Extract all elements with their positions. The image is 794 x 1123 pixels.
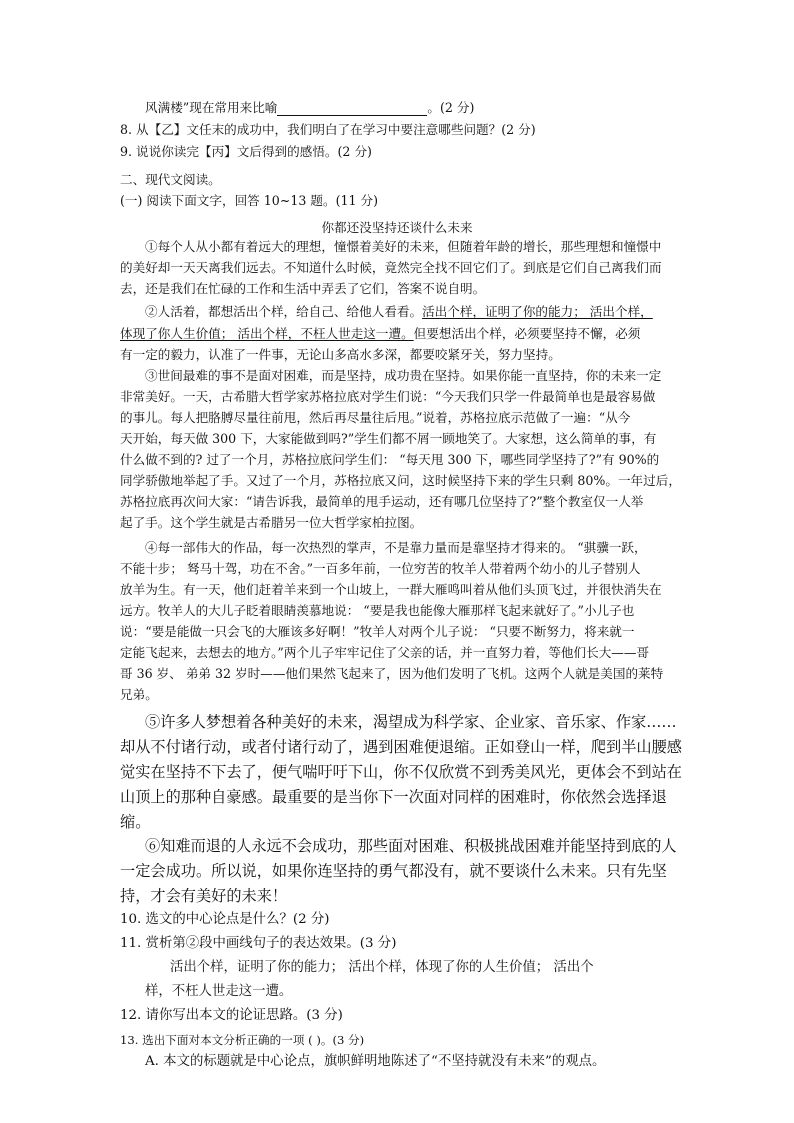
article-title: 你都还没坚持还谈什么未来 bbox=[321, 220, 473, 235]
p5-line: 缩。 bbox=[120, 813, 151, 831]
question-13-option-a[interactable]: A. 本文的标题就是中心论点，旗帜鲜明地陈述了“不坚持就没有未来”的观点。 bbox=[145, 1054, 606, 1069]
p5-line: 却从不付诸行动，或者付诸行动了，遇到困难便退缩。正如登山一样，爬到半山腰感 bbox=[120, 738, 682, 756]
p3-line: 天开始，每天做 300 下，大家能做到吗?”学生们都不屑一顾地笑了。大家想，这么简单的事，有 bbox=[120, 431, 657, 446]
p2-line-2 bbox=[120, 326, 640, 342]
p3-line: 非常美好。一天，古希腊大哲学家苏格拉底对学生们说：“今天我们只学一件最简单也是最容易做 bbox=[120, 389, 656, 404]
question-11: 11. 赏析第②段中画线句子的表达效果。(3 分) bbox=[120, 936, 397, 951]
p2-line-1 bbox=[145, 304, 653, 320]
p6-line: ⑥知难而退的人永远不会成功，那些面对困难、积极挑战困难并能坚持到底的人 bbox=[145, 837, 677, 855]
q7-tail bbox=[145, 100, 474, 116]
p4-line: 说：“要是能做一只会飞的大雁该多好啊！”牧羊人对两个儿子说： “只要不断努力，将来就一 bbox=[120, 624, 635, 639]
question-9: 9. 说说你读完【丙】文后得到的感悟。(2 分) bbox=[120, 144, 372, 159]
q7-tail-text: 风满楼”现在常用来比喻 bbox=[145, 100, 278, 115]
p4-line: 兄弟。 bbox=[120, 687, 158, 702]
p4-line: 远方。牧羊人的大儿子眨着眼睛羡慕地说： “要是我也能像大雁那样飞起来就好了。”小儿子也 bbox=[120, 603, 635, 618]
q7-tail-score: 。(2 分) bbox=[427, 100, 475, 115]
section-heading: 二、现代文阅读。 bbox=[120, 172, 221, 187]
p2-line-3: 有一定的毅力，认准了一件事，无论山多高水多深，都要咬紧牙关，努力坚持。 bbox=[120, 347, 561, 362]
p3-line: 的事儿。每人把胳膊尽量往前甩，然后再尽量往后甩。”说着，苏格拉底示范做了一遍：“从今 bbox=[120, 410, 631, 425]
section-subheading: (一) 阅读下面文字，回答 10~13 题。(11 分) bbox=[120, 193, 379, 208]
p5-line: ⑤许多人梦想着各种美好的未来，渴望成为科学家、企业家、音乐家、作家…… bbox=[145, 713, 677, 731]
p1-line: ①每个人从小都有着远大的理想，憧憬着美好的未来，但随着年龄的增长，那些理想和憧憬中 bbox=[145, 239, 662, 254]
p5-line: 觉实在坚持不下去了，便气喘吁吁下山，你不仅欣赏不到秀美风光，更体会不到站在 bbox=[120, 763, 682, 781]
question-11-quote: 样，不枉人世走这一遭。 bbox=[145, 984, 293, 999]
question-8: 8. 从【乙】文任末的成功中，我们明白了在学习中要注意哪些问题？(2 分) bbox=[120, 122, 536, 137]
p1-line: 的美好却一天天离我们远去。不知道什么时候，竟然完全找不回它们了。到底是它们自己离我们而 bbox=[120, 260, 662, 275]
underlined-sentence: 体现了你人生价值； 活出个样，不枉人世走这一遭。 bbox=[120, 326, 414, 341]
p2-text: 但要想活出个样，必须要坚持不懈，必须 bbox=[413, 326, 641, 341]
p3-line: ③世间最难的事不是面对困难，而是坚持，成功贵在坚持。如果你能一直坚持，你的未来一定 bbox=[145, 368, 662, 383]
p6-line: 一定会成功。所以说，如果你连坚持的勇气都没有，就不要谈什么未来。只有先坚 bbox=[120, 862, 667, 880]
p4-line: 哥 36 岁、 弟弟 32 岁时——他们果然飞起来了，因为他们发明了飞机。这两个人就是美国的莱特 bbox=[120, 666, 664, 681]
answer-blank[interactable] bbox=[277, 103, 427, 116]
question-12: 12. 请你写出本文的论证思路。(3 分) bbox=[120, 1008, 343, 1023]
underlined-sentence: 活出个样，证明了你的能力； 活出个样， bbox=[422, 304, 653, 319]
p4-line: 不能十步； 驽马十驾，功在不舍。”一百多年前，一位穷苦的牧羊人带着两个幼小的儿子替别人 bbox=[120, 561, 641, 576]
p5-line: 山顶上的那种自豪感。最重要的是当你下一次面对同样的困难时，你依然会选择退 bbox=[120, 788, 667, 806]
p3-line: 同学骄傲地举起了手。又过了一个月，苏格拉底又问，这时候坚持下来的学生只剩 80%。一年过后， bbox=[120, 473, 681, 488]
p4-line: 定能飞起来，去想去的地方。”两个儿子牢牢记住了父亲的话，并一直努力着，等他们长大——哥 bbox=[120, 645, 650, 660]
question-10: 10. 选文的中心论点是什么？(2 分) bbox=[120, 912, 330, 927]
p3-line: 什么做不到的? 过了一个月，苏格拉底问学生们： “每天甩 300 下，哪些同学坚持了?”有 90%的 bbox=[120, 452, 660, 467]
p2-text: ②人活着，都想活出个样，给自己、给他人看看。 bbox=[145, 304, 423, 319]
question-11-quote: 活出个样，证明了你的能力； 活出个样，体现了你的人生价值； 活出个 bbox=[170, 960, 594, 975]
p6-line: 持，才会有美好的未来！ bbox=[120, 887, 288, 905]
p3-line: 苏格拉底再次问大家：“请告诉我，最简单的甩手运动，还有哪几位坚持了?”整个教室仅一人举 bbox=[120, 494, 644, 509]
question-13: 13. 选出下面对本文分析正确的一项 ( )。(3 分) bbox=[120, 1033, 365, 1047]
p4-line: 放羊为生。有一天，他们赶着羊来到一个山坡上，一群大雁鸣叫着从他们头顶飞过，并很快消失在 bbox=[120, 582, 662, 597]
p4-line: ④每一部伟大的作品，每一次热烈的掌声，不是靠力量而是靠坚持才得来的。 “骐骥一跃， bbox=[145, 540, 647, 555]
p1-line: 去，还是我们在忙碌的工作和生活中弄丢了它们，答案不说自明。 bbox=[120, 281, 486, 296]
p3-line: 起了手。这个学生就是古希腊另一位大哲学家柏拉图。 bbox=[120, 515, 423, 530]
